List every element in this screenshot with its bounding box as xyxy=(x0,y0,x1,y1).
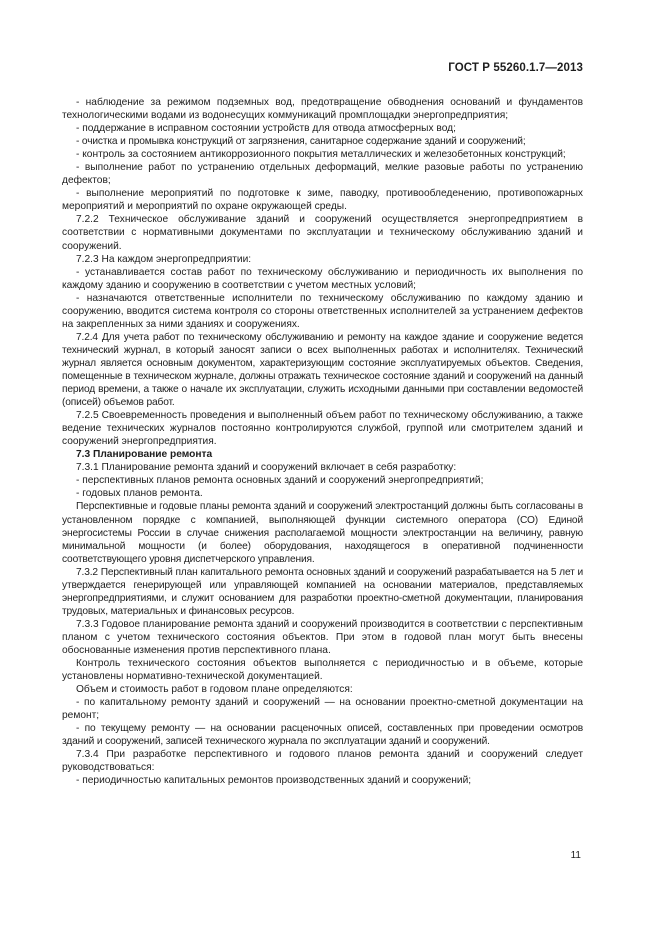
list-item: - годовых планов ремонта. xyxy=(76,488,203,500)
clause-7-2-4: 7.2.4 Для учета работ по техническому обслуживанию и ремонту на каждое здание и сооружение ведется технический журнал, в который заносят записи о всех выполненных работах и исполнителях. Технический журнал является основным документом, характеризующим состояние эксплуатируемых объектов. Сведения, помещенные в техническом журнале, должны отражать техническое состояние зданий и сооружений на данный период времени, а также о начале их эксплуатации, служить исходными данными при составлении ведомостей (описей) объемов работ. xyxy=(62,331,583,409)
list-item: - выполнение мероприятий по подготовке к зиме, паводку, противообледенению, противопожарных мероприятий и мероприятий по охране окружающей среды. xyxy=(62,188,583,213)
list-item: - периодичностью капитальных ремонтов производственных зданий и сооружений; xyxy=(76,775,472,787)
list-item: - наблюдение за режимом подземных вод, предотвращение обводнения оснований и фундаментов технологическими водами из водонесущих коммуникаций промплощадки энергопредприятия; xyxy=(62,97,583,122)
list-item: - назначаются ответственные исполнители по техническому обслуживанию по каждому зданию и сооружению, вводится система контроля со стороны ответственных исполнителей за устранением дефектов на закрепленных за ними зданиях и сооружениях. xyxy=(62,292,583,330)
clause-7-3-3: 7.3.3 Годовое планирование ремонта зданий и сооружений производится в соответствии с перспективным планом с учетом технического состояния объектов. При этом в годовой план могут быть внесены обоснованные изменения против перспективного плана. xyxy=(62,618,583,656)
clause-7-3-2: 7.3.2 Перспективный план капитального ремонта основных зданий и сооружений разрабатывается на 5 лет и утверждается генерирующей или управляющей компанией на основании материалов, представляемых энергопредприятиями, и служит основанием для разработки проектно-сметной документации, планирования трудовых, материальных и финансовых ресурсов. xyxy=(62,566,583,617)
list-item: - по текущему ремонту — на основании расценочных описей, составленных при проведении осмотров зданий и сооружений, записей технического журнала по эксплуатации зданий и сооружений. xyxy=(62,723,583,748)
clause-7-2-2: 7.2.2 Техническое обслуживание зданий и сооружений осуществляется энергопредприятием в соответствии с нормативными документами по эксплуатации и техническому обслуживанию зданий и сооружений. xyxy=(62,214,583,252)
document-body xyxy=(62,96,583,787)
list-item: - по капитальному ремонту зданий и сооружений — на основании проектно-сметной документации на ремонт; xyxy=(62,697,583,722)
list-item: - устанавливается состав работ по техническому обслуживанию и периодичность их выполнения по каждому зданию и сооружению в соответствии с учетом местных условий; xyxy=(62,266,583,291)
list-item: - выполнение работ по устранению отдельных деформаций, мелкие разовые работы по устранению дефектов; xyxy=(62,162,583,187)
paragraph-plans-approval: Перспективные и годовые планы ремонта зданий и сооружений электростанций должны быть согласованы в установленном порядке с компанией, выполняющей функции системного оператора (СО) Единой энергосистемы России в случае снижения располагаемой мощности электростанции на величину, равную минимальной мощности (и более) оборудования, находящегося в оперативной подчиненности соответствующего уровня диспетчерского управления. xyxy=(62,501,583,565)
clause-7-3-4: 7.3.4 При разработке перспективного и годового планов ремонта зданий и сооружений следует руководствоваться: xyxy=(62,749,583,774)
page-number: 11 xyxy=(570,850,581,861)
paragraph-inspection-control: Контроль технического состояния объектов выполняется с периодичностью и в объеме, которые установлены нормативно-технической документацией. xyxy=(62,658,583,683)
standard-header: ГОСТ Р 55260.1.7—2013 xyxy=(448,62,583,74)
clause-7-3-1: 7.3.1 Планирование ремонта зданий и сооружений включает в себя разработку: xyxy=(76,462,457,474)
list-item: - перспективных планов ремонта основных зданий и сооружений энергопредприятий; xyxy=(76,475,484,487)
paragraph-scope-cost: Объем и стоимость работ в годовом плане определяются: xyxy=(76,684,353,696)
list-item: - поддержание в исправном состоянии устройств для отвода атмосферных вод; xyxy=(76,123,456,135)
section-title-7-3: 7.3 Планирование ремонта xyxy=(76,449,213,461)
clause-7-2-5: 7.2.5 Своевременность проведения и выполненный объем работ по техническому обслуживанию, а также ведение технических журналов постоянно контролируются службой, группой или смотрителем зданий и сооружений энергопредприятия. xyxy=(62,410,583,448)
clause-7-2-3: 7.2.3 На каждом энергопредприятии: xyxy=(76,253,252,265)
list-item: - контроль за состоянием антикоррозионного покрытия металлических и железобетонных конструкций; xyxy=(76,149,566,161)
list-item: - очистка и промывка конструкций от загрязнения, санитарное содержание зданий и сооружений; xyxy=(76,136,526,148)
